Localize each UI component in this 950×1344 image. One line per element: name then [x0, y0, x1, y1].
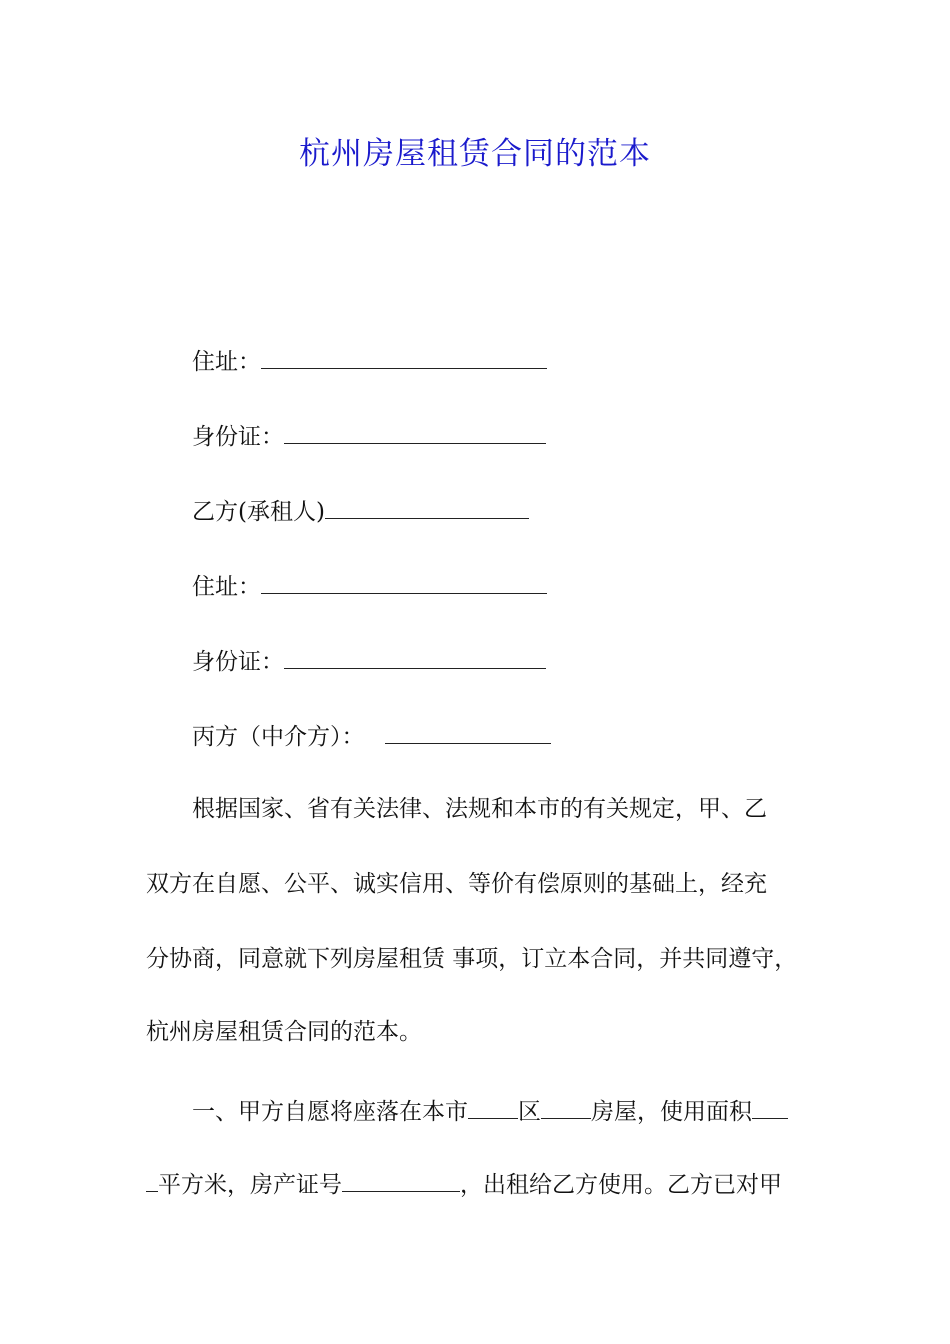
fill-blank	[752, 1094, 788, 1119]
paragraph-line: 根据国家、省有关法律、法规和本市的有关规定，甲、乙	[192, 796, 767, 822]
field-party-c	[192, 719, 551, 752]
field-label: 住址：	[192, 574, 261, 600]
fill-blank	[385, 719, 551, 744]
paragraph-line: 双方在自愿、公平、诚实信用、等价有偿原则的基础上，经充	[146, 871, 767, 897]
clause-text: ，出租给乙方使用。乙方已对甲	[460, 1172, 782, 1198]
fill-blank	[325, 494, 529, 519]
fill-blank	[342, 1167, 460, 1192]
clause-one-line-1	[192, 1094, 788, 1127]
fill-blank	[468, 1094, 518, 1119]
field-label: 身份证：	[192, 649, 284, 675]
clause-text: 平方米，房产证号	[158, 1172, 342, 1198]
fill-blank	[261, 569, 547, 594]
document-title: 杭州房屋租赁合同的范本	[299, 136, 651, 172]
clause-text: 房屋，使用面积	[591, 1099, 752, 1125]
field-label: 身份证：	[192, 424, 284, 450]
paragraph-line: 分协商，同意就下列房屋租赁 事项，订立本合同，并共同遵守，	[146, 946, 798, 972]
field-label: 住址：	[192, 349, 261, 375]
fill-blank	[284, 419, 546, 444]
clause-text: 区	[518, 1099, 541, 1125]
field-id-2	[192, 644, 546, 677]
clause-text: 一、甲方自愿将座落在本市	[192, 1099, 468, 1125]
field-address-2	[192, 569, 547, 602]
fill-blank	[284, 644, 546, 669]
fill-blank	[261, 344, 547, 369]
field-label: 丙方（中介方）：	[192, 724, 365, 750]
field-address-1	[192, 344, 547, 377]
field-party-b	[192, 494, 529, 527]
paragraph-line: 杭州房屋租赁合同的范本。	[146, 1019, 422, 1045]
field-id-1	[192, 419, 546, 452]
fill-blank	[146, 1167, 158, 1192]
field-label: 乙方(承租人)	[192, 499, 325, 525]
clause-one-line-2	[146, 1167, 782, 1200]
fill-blank	[541, 1094, 591, 1119]
